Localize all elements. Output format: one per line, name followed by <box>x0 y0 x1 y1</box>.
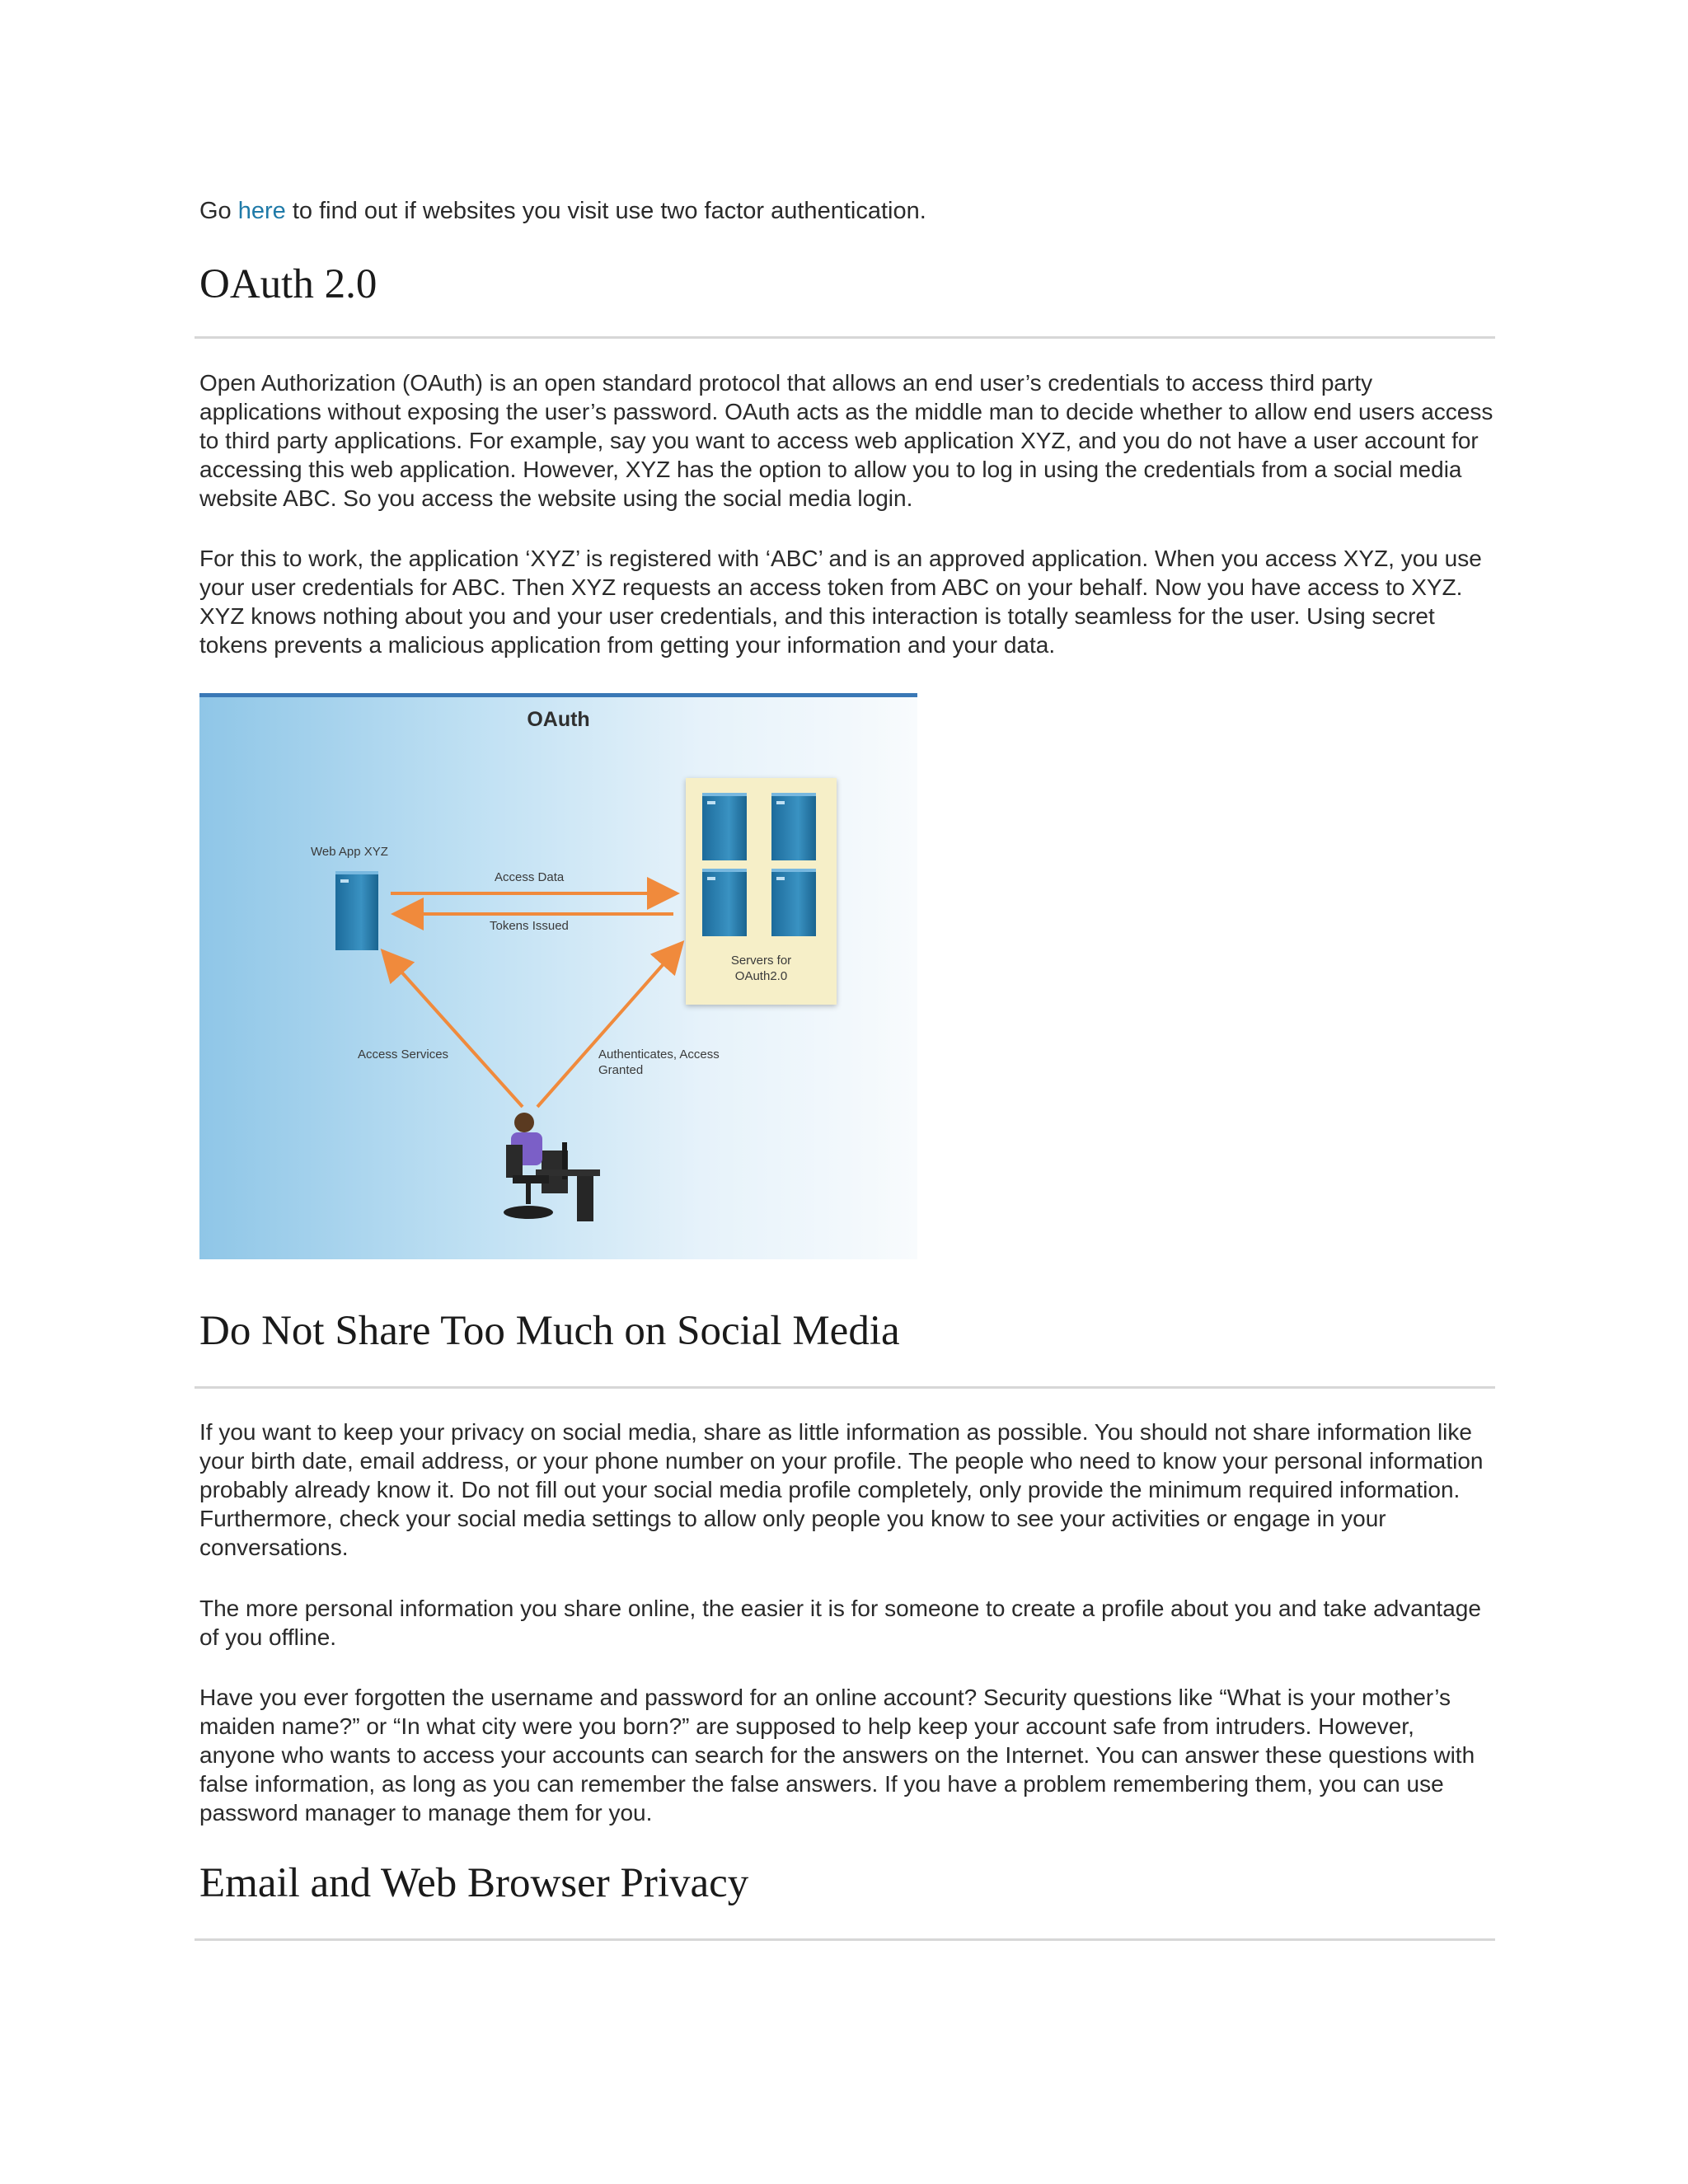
servers-label-line2: OAuth2.0 <box>734 969 788 983</box>
paragraph-social-3: Have you ever forgotten the username and password for an online account? Security questions like “What is your mother’s maiden name?” or “In what city were you born?” are supposed to help keep your account safe from intruders. However, anyone who wants to access your accounts can search for the answers on the Internet. You can answer these questions with false information, as long as you can remember the false answers. If you have a problem remembering them, you can use password manager to manage them for you. <box>199 1685 1475 1825</box>
paragraph-social-1: If you want to keep your privacy on social media, share as little information as possible. You should not share information like your birth date, email address, or your phone number on your profile. The people who need to know your personal information probably already know it. Do not fill out your social media profile completely, only provide the minimum required information. Furthermore, check your social media settings to allow only people you know to see your activities or engage in your conversations. <box>199 1419 1484 1560</box>
paragraph-oauth-1: Open Authorization (OAuth) is an open standard protocol that allows an end user’s credentials to access third party applications without exposing the user’s password. OAuth acts as the middle man to decide whether to allow end users access to third party applications. For example, say you want to access web application XYZ, and you do not have a user account for accessing this web application. However, XYZ has the option to allow you to log in using the credentials from a social media website ABC. So you access the website using the social media login. <box>199 370 1493 511</box>
authenticates-label-line1: Authenticates, Access <box>598 1047 720 1062</box>
access-services-arrow <box>385 954 523 1107</box>
user-at-computer-icon <box>504 1113 600 1221</box>
access-data-label: Access Data <box>495 870 565 884</box>
access-services-label: Access Services <box>358 1047 449 1062</box>
authenticates-label-line2: Granted <box>598 1063 644 1077</box>
oauth-diagram <box>199 693 917 1259</box>
divider <box>195 1386 1495 1389</box>
divider <box>195 336 1495 339</box>
intro-text-pre: Go <box>199 198 238 224</box>
here-link[interactable]: here <box>237 198 286 224</box>
diagram-arrows <box>199 693 917 1259</box>
servers-label-line1: Servers for <box>730 954 792 968</box>
paragraph-social-2: The more personal information you share online, the easier it is for someone to create a profile about you and take advantage of you offline. <box>199 1596 1481 1650</box>
intro-text-post: to find out if websites you visit use two factor authentication. <box>285 198 926 224</box>
intro-line <box>199 194 926 227</box>
diagram-title: OAuth <box>527 708 590 731</box>
heading-oauth: OAuth 2.0 <box>199 261 377 307</box>
tokens-issued-label: Tokens Issued <box>490 919 569 933</box>
divider <box>195 1938 1495 1941</box>
heading-email-privacy: Email and Web Browser Privacy <box>199 1860 749 1906</box>
heading-social-media: Do Not Share Too Much on Social Media <box>199 1308 900 1354</box>
paragraph-oauth-2: For this to work, the application ‘XYZ’ is registered with ‘ABC’ and is an approved application. When you access XYZ, you use your user credentials for ABC. Then XYZ requests an access token from ABC on your behalf. Now you have access to XYZ. XYZ knows nothing about you and your user credentials, and this interaction is totally seamless for the user. Using secret tokens prevents a malicious application from getting your information and your data. <box>199 546 1482 658</box>
authenticates-arrow <box>537 945 680 1107</box>
web-app-label: Web App XYZ <box>311 845 388 859</box>
